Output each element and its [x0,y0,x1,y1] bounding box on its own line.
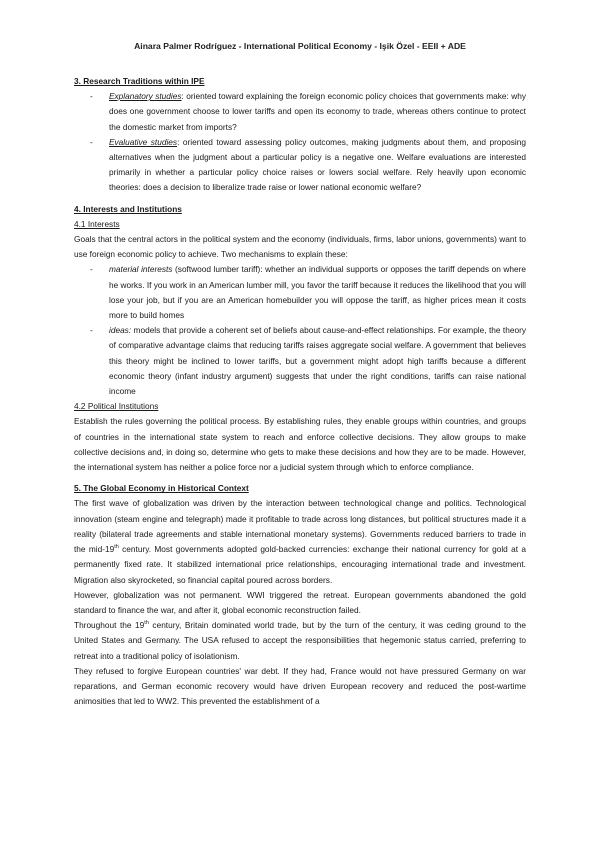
text-ideas: models that provide a coherent set of beliefs about cause-and-effect relationships. For example, the theory of comparative advantage claims that reducing tariffs raises aggregate social welfare. A government that believes this theory might be inclined to lower tariffs, but a government might adopt high tariffs because a different economic theory (infant industry argument) suggests that under the right conditions, tariffs can raise national income [109,325,526,397]
list-item-ideas [74,323,526,399]
term-evaluative: Evaluative studies [109,136,178,147]
section-3-heading: 3. Research Traditions within IPE [74,76,205,86]
document-body [74,74,526,709]
list-item-evaluative [74,135,526,196]
dash-bullet: - [90,325,93,336]
text-material-interests: (softwood lumber tariff): whether an individual supports or opposes the tariff depends on where he works. If you work in an American lumber mill, you favor the tariff because it reduces the likelihood that you will lose your job, but if you are an American homebuilder you will oppose the tariff, as higher prices mean it costs more to build homes [109,264,527,321]
paragraph-britain [74,618,526,664]
dash-bullet: - [90,91,93,102]
page-header: Ainara Palmer Rodríguez - International Political Economy - Işik Özel - EEII + ADE [134,41,466,51]
dash-bullet: - [90,264,93,275]
paragraph-war-debt: They refused to forgive European countries' war debt. If they had, France would not have pressured Germany on war reparations, and German economic recovery would have driven European recovery and reduced the post-wartime animosities that led to WW2. This prevented the establishment of a [74,665,526,707]
text-britain-b: century, Britain dominated world trade, but by the turn of the century, it was ceding ground to the United States and Germany. The USA refused to accept the responsibilities that hegemonic status carried, preferring to retreat into a traditional policy of isolationism. [74,620,526,661]
paragraph-first-wave [74,496,526,587]
text-first-wave-b: century. Most governments adopted gold-backed currencies: exchange their national currency for gold at a permanently fixed rate. It stabilized international price relationships, encouraging international trade and investment. Migration also skyrocketed, so financial capital poured across borders. [74,544,526,585]
superscript-th: th [144,620,149,627]
text-britain-a: Throughout the 19 [74,620,145,631]
section-4-heading: 4. Interests and Institutions [74,203,182,214]
term-ideas: ideas: [109,325,132,336]
term-material-interests: material interests [109,264,173,275]
text-first-wave-a: The first wave of globalization was driven by the interaction between technological change and politics. Technological innovation (steam engine and telegraph) made it profitable to trade across long distances, but political structures made it a reality (bilateral trade agreements and stable international monetary systems). Governments reduced barriers to trade in the mid-19 [74,498,526,555]
paragraph-interests: Goals that the central actors in the political system and the economy (individuals, firms, labor unions, governments) want to use foreign economic policy to achieve. Two mechanisms to explain these: [74,234,526,260]
section-5-heading: 5. The Global Economy in Historical Context [74,483,249,494]
term-explanatory: Explanatory studies [109,91,182,102]
paragraph-political-institutions: Establish the rules governing the political process. By establishing rules, they enable groups within countries, and groups of countries in the international state system to reach and enforce collective decisions. They allow groups to make collective decisions and, in doing so, determine who gets to make these decisions and how they are to be made. However, the international system has neither a police force nor a judicial system through which to enforce compliance. [74,416,526,473]
list-item-material-interests [74,262,526,323]
superscript-th: th [114,544,119,551]
dash-bullet: - [90,136,93,147]
paragraph-globalization-retreat: However, globalization was not permanent. WWI triggered the retreat. European governments abandoned the gold standard to finance the war, and after it, global economic reconstruction failed. [74,589,526,615]
text-explanatory: : oriented toward explaining the foreign economic policy choices that governments make: why does one government choose to lower tariffs and open its economy to trade, whereas others continue to protect the domestic market from imports? [109,91,526,132]
subsection-4-2-heading: 4.2 Political Institutions [74,401,159,412]
list-item-explanatory [74,89,526,135]
subsection-4-1-heading: 4.1 Interests [74,218,120,229]
text-evaluative: : oriented toward assessing policy outcomes, making judgments about them, and proposing alternatives when the judgment about a particular policy is a negative one. Welfare evaluations are interested primarily in whether a particular policy choice raises or lowers social welfare. Rely heavily upon economic theories: does a decision to liberalize trade raise or lower national economic welfare? [109,136,526,193]
